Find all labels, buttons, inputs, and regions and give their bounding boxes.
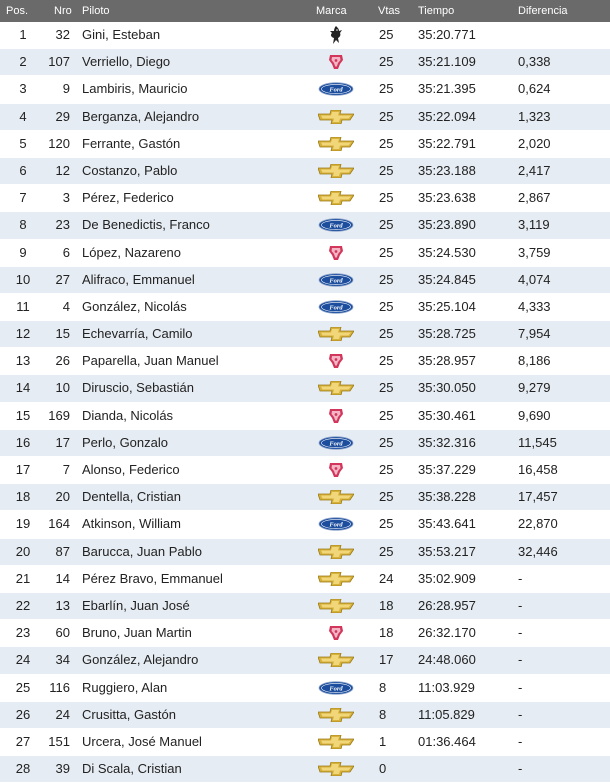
cell-tiempo: 11:03.929 <box>418 679 475 695</box>
cell-tiempo: 35:23.890 <box>418 217 476 233</box>
cell-piloto: Atkinson, William <box>82 516 181 532</box>
header-pos: Pos. <box>6 5 29 17</box>
cell-piloto: López, Nazareno <box>82 244 182 260</box>
cell-vueltas: 25 <box>379 27 394 42</box>
cell-tiempo: 35:32.316 <box>418 434 476 450</box>
cell-tiempo: 35:28.725 <box>418 326 476 342</box>
table-row <box>0 321 610 348</box>
cell-piloto: Gini, Esteban <box>82 27 161 42</box>
chevrolet-logo-icon <box>318 735 354 749</box>
cell-piloto: Dentella, Cristian <box>82 489 181 505</box>
cell-diferencia: 0,338 <box>518 54 551 70</box>
cell-vueltas: 8 <box>379 706 387 722</box>
ford-logo-icon <box>318 273 354 287</box>
table-row <box>0 212 610 239</box>
dodge-logo-icon <box>327 53 345 71</box>
dodge-logo-icon <box>327 352 345 370</box>
cell-diferencia: 9,279 <box>518 380 551 396</box>
cell-nro: 20 <box>55 489 70 505</box>
table-row <box>0 185 610 212</box>
cell-nro: 32 <box>55 27 70 42</box>
cell-diferencia: 16,458 <box>518 462 558 477</box>
cell-nro: 14 <box>55 570 70 586</box>
cell-vueltas: 18 <box>379 597 394 613</box>
table-row <box>0 76 610 103</box>
cell-vueltas: 24 <box>379 570 394 586</box>
cell-vueltas: 25 <box>379 434 394 450</box>
cell-diferencia: - <box>518 570 523 586</box>
cell-piloto: Crusitta, Gastón <box>82 706 176 722</box>
cell-marca <box>318 104 354 130</box>
cell-vueltas: 25 <box>379 135 394 151</box>
cell-piloto: González, Alejandro <box>82 652 199 668</box>
table-row <box>0 593 610 620</box>
cell-nro: 13 <box>55 597 70 613</box>
cell-marca <box>318 76 354 102</box>
ford-logo-icon <box>318 517 354 531</box>
cell-marca <box>318 511 354 537</box>
cell-pos: 25 <box>15 679 31 695</box>
svg-text:Ford: Ford <box>329 440 343 448</box>
table-row <box>0 375 610 402</box>
header-diferencia: Diferencia <box>518 5 568 17</box>
cell-pos: 22 <box>15 597 31 613</box>
cell-vueltas: 25 <box>379 54 394 70</box>
cell-tiempo: 35:37.229 <box>418 462 476 477</box>
cell-vueltas: 1 <box>379 733 387 749</box>
cell-piloto: Dianda, Nicolás <box>82 407 174 423</box>
cell-marca <box>318 131 354 157</box>
cell-piloto: Alifraco, Emmanuel <box>82 271 195 287</box>
cell-nro: 87 <box>55 543 70 559</box>
cell-marca <box>318 620 354 646</box>
chevrolet-logo-icon <box>318 110 354 124</box>
cell-marca <box>318 457 354 483</box>
chevrolet-logo-icon <box>318 708 354 722</box>
cell-marca <box>318 321 354 347</box>
ford-logo-icon <box>318 82 354 96</box>
cell-pos: 16 <box>15 434 31 450</box>
table-row <box>0 49 610 76</box>
cell-piloto: Alonso, Federico <box>82 462 180 477</box>
cell-diferencia: - <box>518 625 523 641</box>
table-row <box>0 430 610 457</box>
cell-diferencia: - <box>518 652 523 668</box>
cell-nro: 151 <box>48 733 70 749</box>
table-row <box>0 675 610 702</box>
cell-diferencia: 3,759 <box>518 244 551 260</box>
cell-nro: 6 <box>62 244 70 260</box>
cell-pos: 4 <box>19 108 27 124</box>
cell-piloto: Perlo, Gonzalo <box>82 434 168 450</box>
cell-pos: 5 <box>19 135 27 151</box>
ford-logo-icon <box>318 300 354 314</box>
cell-diferencia: 2,020 <box>518 135 551 151</box>
cell-tiempo: 24:48.060 <box>418 652 476 668</box>
cell-diferencia: 9,690 <box>518 407 551 423</box>
table-header <box>0 0 610 22</box>
svg-text:Ford: Ford <box>329 222 343 230</box>
chevrolet-logo-icon <box>318 572 354 586</box>
table-row <box>0 566 610 593</box>
cell-vueltas: 17 <box>379 652 394 668</box>
cell-nro: 34 <box>55 652 70 668</box>
cell-pos: 15 <box>15 407 31 423</box>
cell-pos: 23 <box>15 625 31 641</box>
cell-piloto: Pérez Bravo, Emmanuel <box>82 570 223 586</box>
cell-pos: 19 <box>15 516 31 532</box>
cell-diferencia: 17,457 <box>518 489 558 505</box>
cell-pos: 8 <box>19 217 27 233</box>
cell-tiempo: 35:22.791 <box>418 135 476 151</box>
table-row <box>0 647 610 674</box>
table-row <box>0 484 610 511</box>
cell-tiempo: 35:22.094 <box>418 108 476 124</box>
table-row <box>0 511 610 538</box>
chevrolet-logo-icon <box>318 653 354 667</box>
table-row <box>0 702 610 729</box>
cell-tiempo: 35:25.104 <box>418 298 476 314</box>
cell-nro: 4 <box>62 298 70 314</box>
cell-vueltas: 25 <box>379 190 394 206</box>
table-row <box>0 729 610 756</box>
cell-diferencia: 4,074 <box>518 271 551 287</box>
dodge-logo-icon <box>327 624 345 642</box>
cell-pos: 18 <box>15 489 31 505</box>
cell-tiempo: 35:02.909 <box>418 570 476 586</box>
cell-marca <box>318 22 354 48</box>
ford-logo-icon <box>318 681 354 695</box>
cell-diferencia: - <box>518 706 523 722</box>
cell-pos: 17 <box>15 462 31 477</box>
cell-vueltas: 25 <box>379 244 394 260</box>
cell-vueltas: 25 <box>379 380 394 396</box>
cell-marca <box>318 647 354 673</box>
cell-tiempo: 35:23.638 <box>418 190 476 206</box>
cell-pos: 20 <box>15 543 31 559</box>
cell-diferencia: 1,323 <box>518 108 551 124</box>
cell-piloto: Bruno, Juan Martin <box>82 625 192 641</box>
cell-marca <box>318 375 354 401</box>
svg-text:Ford: Ford <box>329 86 343 94</box>
cell-marca <box>318 185 354 211</box>
header-vueltas: Vtas <box>378 5 401 17</box>
chevrolet-logo-icon <box>318 490 354 504</box>
cell-tiempo: 35:28.957 <box>418 353 476 369</box>
cell-pos: 27 <box>15 733 31 749</box>
cell-vueltas: 25 <box>379 516 394 532</box>
cell-tiempo: 01:36.464 <box>418 733 476 749</box>
cell-pos: 21 <box>15 570 31 586</box>
header-marca: Marca <box>316 5 347 17</box>
cell-nro: 3 <box>62 190 70 206</box>
cell-tiempo: 35:23.188 <box>418 162 476 178</box>
cell-marca <box>318 49 354 75</box>
cell-nro: 39 <box>55 761 70 777</box>
table-row <box>0 539 610 566</box>
cell-pos: 14 <box>15 380 31 396</box>
chevrolet-logo-icon <box>318 191 354 205</box>
cell-pos: 9 <box>19 244 27 260</box>
cell-nro: 7 <box>62 462 70 477</box>
cell-nro: 15 <box>55 326 70 342</box>
cell-tiempo: 35:43.641 <box>418 516 476 532</box>
cell-marca <box>318 348 354 374</box>
cell-pos: 28 <box>15 761 31 777</box>
cell-marca <box>318 566 354 592</box>
cell-pos: 26 <box>15 706 31 722</box>
cell-vueltas: 25 <box>379 271 394 287</box>
cell-piloto: Verriello, Diego <box>82 54 171 70</box>
cell-diferencia: 4,333 <box>518 298 551 314</box>
cell-vueltas: 25 <box>379 162 394 178</box>
cell-nro: 26 <box>55 353 70 369</box>
cell-marca <box>318 756 354 782</box>
cell-nro: 10 <box>55 380 70 396</box>
cell-marca <box>318 675 354 701</box>
cell-nro: 29 <box>55 108 70 124</box>
cell-marca <box>318 158 354 184</box>
cell-vueltas: 25 <box>379 543 394 559</box>
cell-diferencia: 8,186 <box>518 353 551 369</box>
cell-marca <box>318 702 354 728</box>
cell-nro: 9 <box>62 81 70 97</box>
cell-piloto: Ebarlín, Juan José <box>82 597 190 613</box>
cell-nro: 24 <box>55 706 70 722</box>
cell-piloto: Ruggiero, Alan <box>82 679 168 695</box>
cell-piloto: Pérez, Federico <box>82 190 174 206</box>
cell-nro: 169 <box>48 407 70 423</box>
cell-nro: 116 <box>49 679 70 695</box>
table-row <box>0 158 610 185</box>
cell-piloto: Barucca, Juan Pablo <box>82 543 202 559</box>
table-row <box>0 267 610 294</box>
cell-piloto: Urcera, José Manuel <box>82 733 202 749</box>
svg-text:Ford: Ford <box>329 521 343 529</box>
cell-vueltas: 25 <box>379 407 394 423</box>
cell-tiempo: 35:30.050 <box>418 380 476 396</box>
table-row <box>0 620 610 647</box>
cell-vueltas: 25 <box>379 81 394 97</box>
cell-diferencia: - <box>518 761 523 777</box>
torino-logo-icon <box>327 25 345 45</box>
cell-diferencia: 7,954 <box>518 326 551 342</box>
dodge-logo-icon <box>327 407 345 425</box>
cell-diferencia: - <box>518 733 523 749</box>
cell-vueltas: 25 <box>379 353 394 369</box>
cell-marca <box>318 729 354 755</box>
cell-marca <box>318 430 354 456</box>
cell-marca <box>318 593 354 619</box>
cell-marca <box>318 240 354 266</box>
cell-nro: 107 <box>48 54 70 70</box>
ford-logo-icon <box>318 436 354 450</box>
cell-pos: 13 <box>15 353 31 369</box>
chevrolet-logo-icon <box>318 545 354 559</box>
cell-tiempo: 26:32.170 <box>418 625 476 641</box>
cell-piloto: Paparella, Juan Manuel <box>82 353 219 369</box>
cell-nro: 27 <box>55 271 70 287</box>
cell-diferencia: 22,870 <box>518 516 558 532</box>
cell-nro: 164 <box>48 516 70 532</box>
dodge-logo-icon <box>327 244 345 262</box>
ford-logo-icon <box>318 218 354 232</box>
table-row <box>0 104 610 131</box>
chevrolet-logo-icon <box>318 327 354 341</box>
cell-pos: 11 <box>16 298 30 314</box>
svg-text:Ford: Ford <box>329 685 343 693</box>
cell-tiempo: 26:28.957 <box>418 597 476 613</box>
table-row <box>0 403 610 430</box>
cell-marca <box>318 294 354 320</box>
cell-tiempo: 35:24.845 <box>418 271 476 287</box>
cell-vueltas: 25 <box>379 462 394 477</box>
cell-pos: 7 <box>19 190 27 206</box>
table-row <box>0 457 610 484</box>
dodge-logo-icon <box>327 461 345 479</box>
cell-tiempo: 35:21.395 <box>418 81 476 97</box>
cell-nro: 60 <box>55 625 70 641</box>
cell-diferencia: 11,545 <box>518 434 557 450</box>
table-row <box>0 240 610 267</box>
cell-nro: 12 <box>55 162 70 178</box>
cell-pos: 10 <box>15 271 31 287</box>
cell-vueltas: 0 <box>379 761 387 777</box>
cell-marca <box>318 484 354 510</box>
cell-piloto: Ferrante, Gastón <box>82 135 181 151</box>
cell-marca <box>318 539 354 565</box>
cell-diferencia: 2,867 <box>518 190 551 206</box>
cell-marca <box>318 267 354 293</box>
cell-diferencia: 3,119 <box>518 217 550 233</box>
cell-pos: 6 <box>19 162 27 178</box>
cell-nro: 23 <box>55 217 70 233</box>
cell-vueltas: 25 <box>379 298 394 314</box>
header-tiempo: Tiempo <box>418 5 455 17</box>
table-row <box>0 22 610 49</box>
cell-diferencia: - <box>518 597 523 613</box>
header-piloto: Piloto <box>82 5 110 17</box>
cell-tiempo: 35:38.228 <box>418 489 476 505</box>
cell-diferencia: 0,624 <box>518 81 551 97</box>
cell-diferencia: 32,446 <box>518 543 558 559</box>
cell-tiempo: 35:24.530 <box>418 244 476 260</box>
table-row <box>0 131 610 158</box>
cell-tiempo: 35:53.217 <box>418 543 476 559</box>
cell-piloto: De Benedictis, Franco <box>82 217 210 233</box>
cell-diferencia: 2,417 <box>518 162 551 178</box>
cell-piloto: Echevarría, Camilo <box>82 326 193 342</box>
cell-pos: 2 <box>19 54 27 70</box>
header-nro: Nro <box>54 5 72 17</box>
table-row <box>0 348 610 375</box>
cell-pos: 1 <box>19 27 27 42</box>
cell-pos: 12 <box>15 326 31 342</box>
chevrolet-logo-icon <box>318 762 354 776</box>
cell-marca <box>318 212 354 238</box>
cell-piloto: Diruscio, Sebastián <box>82 380 194 396</box>
svg-text:Ford: Ford <box>329 304 343 312</box>
chevrolet-logo-icon <box>318 381 354 395</box>
cell-tiempo: 35:30.461 <box>418 407 476 423</box>
cell-marca <box>318 403 354 429</box>
table-row <box>0 294 610 321</box>
chevrolet-logo-icon <box>318 137 354 151</box>
cell-piloto: Lambiris, Mauricio <box>82 81 188 97</box>
cell-tiempo: 35:20.771 <box>418 27 476 42</box>
cell-piloto: González, Nicolás <box>82 298 187 314</box>
chevrolet-logo-icon <box>318 164 354 178</box>
cell-vueltas: 25 <box>379 217 394 233</box>
cell-vueltas: 25 <box>379 326 394 342</box>
cell-tiempo: 35:21.109 <box>418 54 476 70</box>
svg-text:Ford: Ford <box>329 277 343 285</box>
cell-vueltas: 8 <box>379 679 387 695</box>
cell-pos: 3 <box>19 81 27 97</box>
cell-pos: 24 <box>15 652 31 668</box>
cell-piloto: Berganza, Alejandro <box>82 108 200 124</box>
chevrolet-logo-icon <box>318 599 354 613</box>
cell-diferencia: - <box>518 679 523 695</box>
cell-vueltas: 18 <box>379 625 394 641</box>
cell-piloto: Costanzo, Pablo <box>82 162 178 178</box>
table-body <box>0 22 610 783</box>
cell-nro: 120 <box>48 135 70 151</box>
cell-piloto: Di Scala, Cristian <box>82 761 182 777</box>
cell-tiempo: 11:05.829 <box>418 706 475 722</box>
cell-vueltas: 25 <box>379 489 394 505</box>
cell-vueltas: 25 <box>379 108 394 124</box>
cell-nro: 17 <box>55 434 70 450</box>
